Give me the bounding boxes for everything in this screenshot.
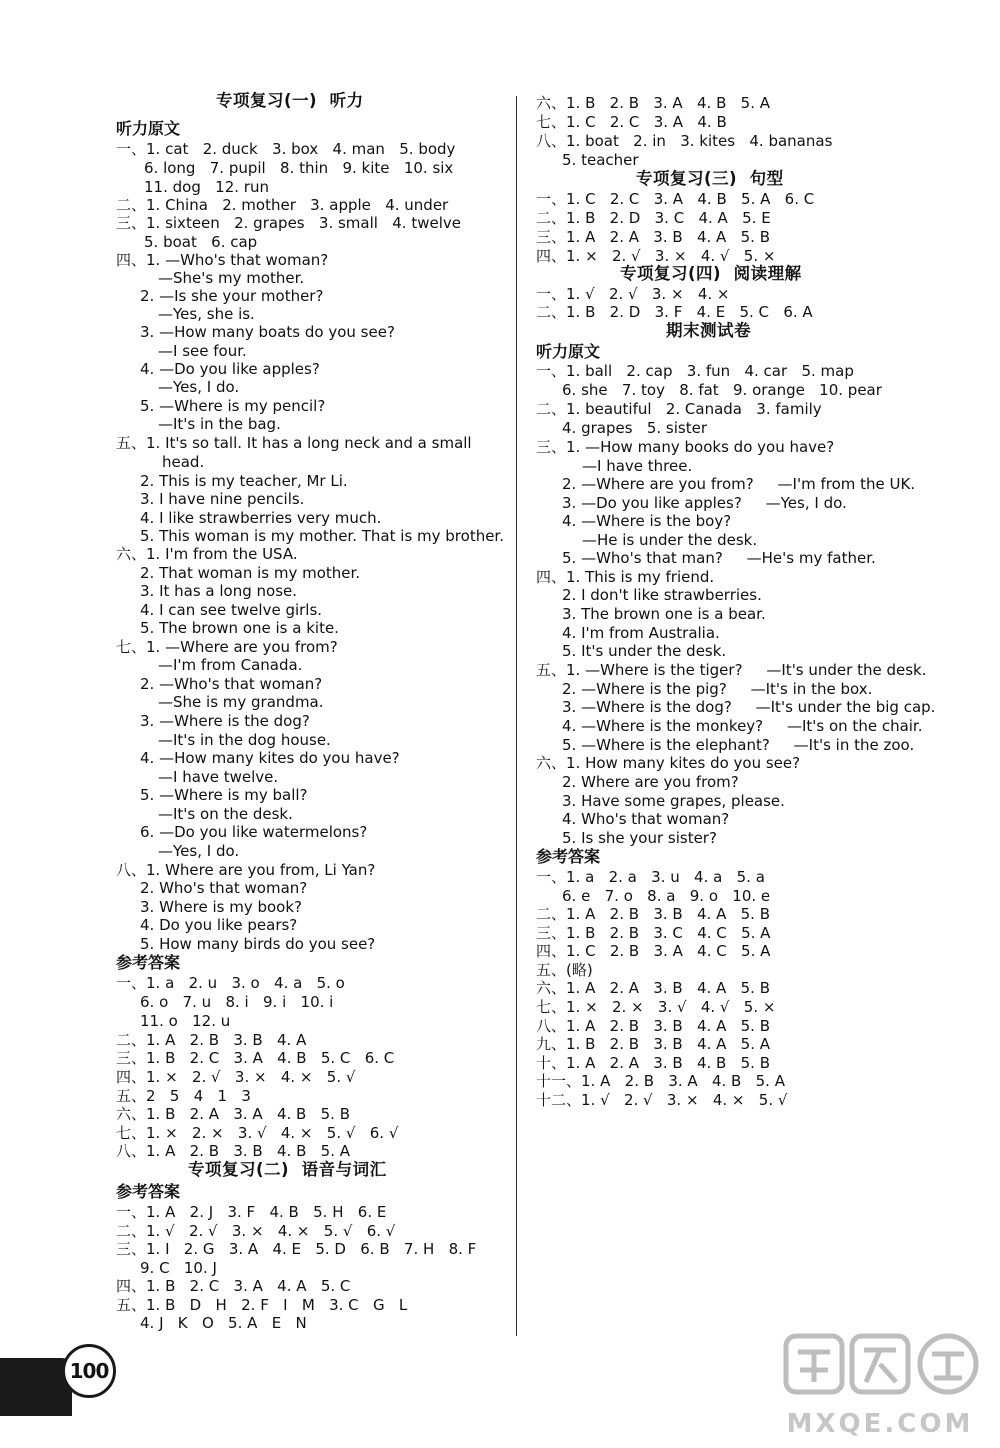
left-column-line: 七、1. × 2. × 3. √ 4. × 5. √ 6. √ (116, 1124, 399, 1142)
right-column-line: 十、1. A 2. A 3. B 4. B 5. B (536, 1054, 771, 1072)
left-column-line: —Yes, she is. (158, 305, 255, 323)
right-column-line: 八、1. boat 2. in 3. kites 4. bananas (536, 132, 833, 150)
right-column-line: 七、1. × 2. × 3. √ 4. √ 5. × (536, 998, 776, 1016)
section-title: 期末测试卷 (666, 321, 751, 340)
left-column-line: 5. —Where is my ball? (140, 786, 308, 804)
right-column-line: 5. —Where is the elephant? —It's in the zoo. (562, 736, 915, 754)
right-column-line: 四、1. C 2. B 3. A 4. C 5. A (536, 942, 771, 960)
right-column-line: 4. —Where is the boy? (562, 512, 732, 530)
right-column-line: 3. —Do you like apples? —Yes, I do. (562, 494, 847, 512)
right-column-line: 一、1. ball 2. cap 3. fun 4. car 5. map (536, 362, 854, 380)
right-column-line: 5. It's under the desk. (562, 642, 727, 660)
left-column-line: 五、1. B D H 2. F I M 3. C G L (116, 1296, 408, 1314)
page-corner-tab (0, 1358, 72, 1416)
right-column-line: 三、1. —How many books do you have? (536, 438, 835, 456)
right-column-line: 一、1. a 2. a 3. u 4. a 5. a (536, 868, 765, 886)
left-column-line: 六、1. B 2. A 3. A 4. B 5. B (116, 1105, 351, 1123)
section-title: 专项复习(一) 听力 (216, 91, 364, 110)
right-column-line: 六、1. A 2. A 3. B 4. A 5. B (536, 979, 770, 997)
left-column-line: —I'm from Canada. (158, 656, 303, 674)
right-column-line: 二、1. A 2. B 3. B 4. A 5. B (536, 905, 771, 923)
left-column-line: 八、1. A 2. B 3. B 4. B 5. A (116, 1142, 351, 1160)
right-column-line: 2. —Where are you from? —I'm from the UK. (562, 475, 916, 493)
left-column-line: —She's my mother. (158, 269, 305, 287)
right-column-line: 4. grapes 5. sister (562, 419, 707, 437)
left-column-line: 二、1. China 2. mother 3. apple 4. under (116, 196, 449, 214)
left-column-line: 一、1. a 2. u 3. o 4. a 5. o (116, 974, 345, 992)
right-column-line: 三、1. A 2. A 3. B 4. A 5. B (536, 228, 770, 246)
left-column-line: 一、1. cat 2. duck 3. box 4. man 5. body (116, 140, 456, 158)
right-column-line: 2. —Where is the pig? —It's in the box. (562, 680, 873, 698)
right-column-line: —He is under the desk. (582, 531, 758, 549)
left-column-line: 五、2 5 4 1 3 (116, 1087, 251, 1105)
left-column-line: 5. boat 6. cap (144, 233, 258, 251)
left-column-line: 5. How many birds do you see? (140, 935, 376, 953)
section-title: 专项复习(三) 句型 (636, 169, 784, 188)
left-column-line: 11. o 12. u (140, 1012, 231, 1030)
left-column-line: 八、1. Where are you from, Li Yan? (116, 861, 376, 879)
left-column-line: 三、1. I 2. G 3. A 4. E 5. D 6. B 7. H 8. F (116, 1240, 477, 1258)
left-column-line: 3. I have nine pencils. (140, 490, 305, 508)
left-column-line: 七、1. —Where are you from? (116, 638, 338, 656)
left-column-line: 2. That woman is my mother. (140, 564, 361, 582)
right-column-line: 4. —Where is the monkey? —It's on the chair. (562, 717, 923, 735)
section-title: 专项复习(二) 语音与词汇 (188, 1160, 387, 1179)
left-column-line: 6. o 7. u 8. i 9. i 10. i (140, 993, 334, 1011)
right-column-line: 5. Is she your sister? (562, 829, 717, 847)
left-column-line: head. (162, 453, 205, 471)
left-column-line: 4. —How many kites do you have? (140, 749, 400, 767)
answer-book-logo-icon (780, 1330, 985, 1442)
page-number: 100 (62, 1344, 116, 1398)
section-heading: 参考答案 (536, 847, 601, 866)
left-column-line: 二、1. √ 2. √ 3. × 4. × 5. √ 6. √ (116, 1222, 396, 1240)
left-column-line: 2. —Who's that woman? (140, 675, 323, 693)
left-column-line: 四、1. B 2. C 3. A 4. A 5. C (116, 1277, 351, 1295)
left-column-line: 3. —How many boats do you see? (140, 323, 395, 341)
right-column-line: 四、1. × 2. √ 3. × 4. √ 5. × (536, 247, 776, 265)
left-column-line: 6. —Do you like watermelons? (140, 823, 368, 841)
left-column-line: 4. Do you like pears? (140, 916, 298, 934)
right-column-line: 5. —Who's that man? —He's my father. (562, 549, 876, 567)
right-column-line: 2. Where are you from? (562, 773, 739, 791)
right-column-line: 6. she 7. toy 8. fat 9. orange 10. pear (562, 381, 882, 399)
left-column-line: 一、1. A 2. J 3. F 4. B 5. H 6. E (116, 1203, 387, 1221)
right-column-line: 一、1. √ 2. √ 3. × 4. × (536, 285, 730, 303)
left-column-line: 六、1. I'm from the USA. (116, 545, 298, 563)
left-column-line: 4. J K O 5. A E N (140, 1314, 307, 1332)
left-column-line: 9. C 10. J (140, 1259, 217, 1277)
right-column-line: 4. Who's that woman? (562, 810, 730, 828)
section-heading: 听力原文 (536, 342, 601, 361)
right-column-line: 七、1. C 2. C 3. A 4. B (536, 113, 727, 131)
right-column-line: 四、1. This is my friend. (536, 568, 715, 586)
right-column-line: 五、(略) (536, 961, 593, 979)
left-column-line: 6. long 7. pupil 8. thin 9. kite 10. six (144, 159, 454, 177)
left-column-line: 五、1. It's so tall. It has a long neck and a small (116, 434, 472, 452)
right-column-line: —I have three. (582, 457, 693, 475)
left-column-line: 4. —Do you like apples? (140, 360, 320, 378)
section-heading: 参考答案 (116, 1182, 181, 1201)
left-column-line: 4. I like strawberries very much. (140, 509, 382, 527)
left-column-line: —I have twelve. (158, 768, 279, 786)
left-column-line: —Yes, I do. (158, 842, 240, 860)
left-column-line: —It's in the dog house. (158, 731, 331, 749)
right-column-line: 六、1. How many kites do you see? (536, 754, 801, 772)
right-column-line: 3. The brown one is a bear. (562, 605, 766, 623)
left-column-line: 3. —Where is the dog? (140, 712, 310, 730)
right-column-line: 八、1. A 2. B 3. B 4. A 5. B (536, 1017, 771, 1035)
left-column-line: —It's on the desk. (158, 805, 293, 823)
right-column-line: 六、1. B 2. B 3. A 4. B 5. A (536, 94, 771, 112)
left-column-line: —She is my grandma. (158, 693, 324, 711)
right-column-line: 十一、1. A 2. B 3. A 4. B 5. A (536, 1072, 785, 1090)
left-column-line: 5. The brown one is a kite. (140, 619, 339, 637)
right-column-line: 二、1. beautiful 2. Canada 3. family (536, 400, 822, 418)
right-column-line: 3. Have some grapes, please. (562, 792, 785, 810)
right-column-line: 五、1. —Where is the tiger? —It's under the desk. (536, 661, 927, 679)
left-column-line: 二、1. A 2. B 3. B 4. A (116, 1031, 307, 1049)
section-heading: 参考答案 (116, 953, 181, 972)
right-column-line: 一、1. C 2. C 3. A 4. B 5. A 6. C (536, 190, 815, 208)
left-column-line: 11. dog 12. run (144, 178, 269, 196)
left-column-line: 三、1. B 2. C 3. A 4. B 5. C 6. C (116, 1049, 395, 1067)
left-column-line: 三、1. sixteen 2. grapes 3. small 4. twelve (116, 214, 461, 232)
left-column-line: —It's in the bag. (158, 415, 281, 433)
left-column-line: 3. Where is my book? (140, 898, 303, 916)
right-column-line: 2. I don't like strawberries. (562, 586, 762, 604)
section-title: 专项复习(四) 阅读理解 (620, 264, 802, 283)
left-column-line: 5. This woman is my mother. That is my brother. (140, 527, 504, 545)
right-column-line: 6. e 7. o 8. a 9. o 10. e (562, 887, 771, 905)
left-column-line: 4. I can see twelve girls. (140, 601, 323, 619)
section-heading: 听力原文 (116, 119, 181, 138)
right-column-line: 4. I'm from Australia. (562, 624, 720, 642)
right-column-line: 十二、1. √ 2. √ 3. × 4. × 5. √ (536, 1091, 788, 1109)
left-column-line: 四、1. × 2. √ 3. × 4. × 5. √ (116, 1068, 356, 1086)
right-column-line: 5. teacher (562, 151, 639, 169)
left-column-line: 2. —Is she your mother? (140, 287, 324, 305)
watermark-text: MXQE.COM (786, 1409, 974, 1439)
left-column-line: 2. This is my teacher, Mr Li. (140, 472, 348, 490)
column-divider (516, 96, 517, 1336)
right-column-line: 二、1. B 2. D 3. C 4. A 5. E (536, 209, 771, 227)
right-column-line: 3. —Where is the dog? —It's under the big cap. (562, 698, 936, 716)
right-column-line: 二、1. B 2. D 3. F 4. E 5. C 6. A (536, 303, 813, 321)
left-column-line: —Yes, I do. (158, 378, 240, 396)
right-column-line: 三、1. B 2. B 3. C 4. C 5. A (536, 924, 771, 942)
left-column-line: 四、1. —Who's that woman? (116, 251, 329, 269)
left-column-line: —I see four. (158, 342, 247, 360)
left-column-line: 5. —Where is my pencil? (140, 397, 326, 415)
right-column-line: 九、1. B 2. B 3. B 4. A 5. A (536, 1035, 771, 1053)
left-column-line: 2. Who's that woman? (140, 879, 308, 897)
left-column-line: 3. It has a long nose. (140, 582, 298, 600)
